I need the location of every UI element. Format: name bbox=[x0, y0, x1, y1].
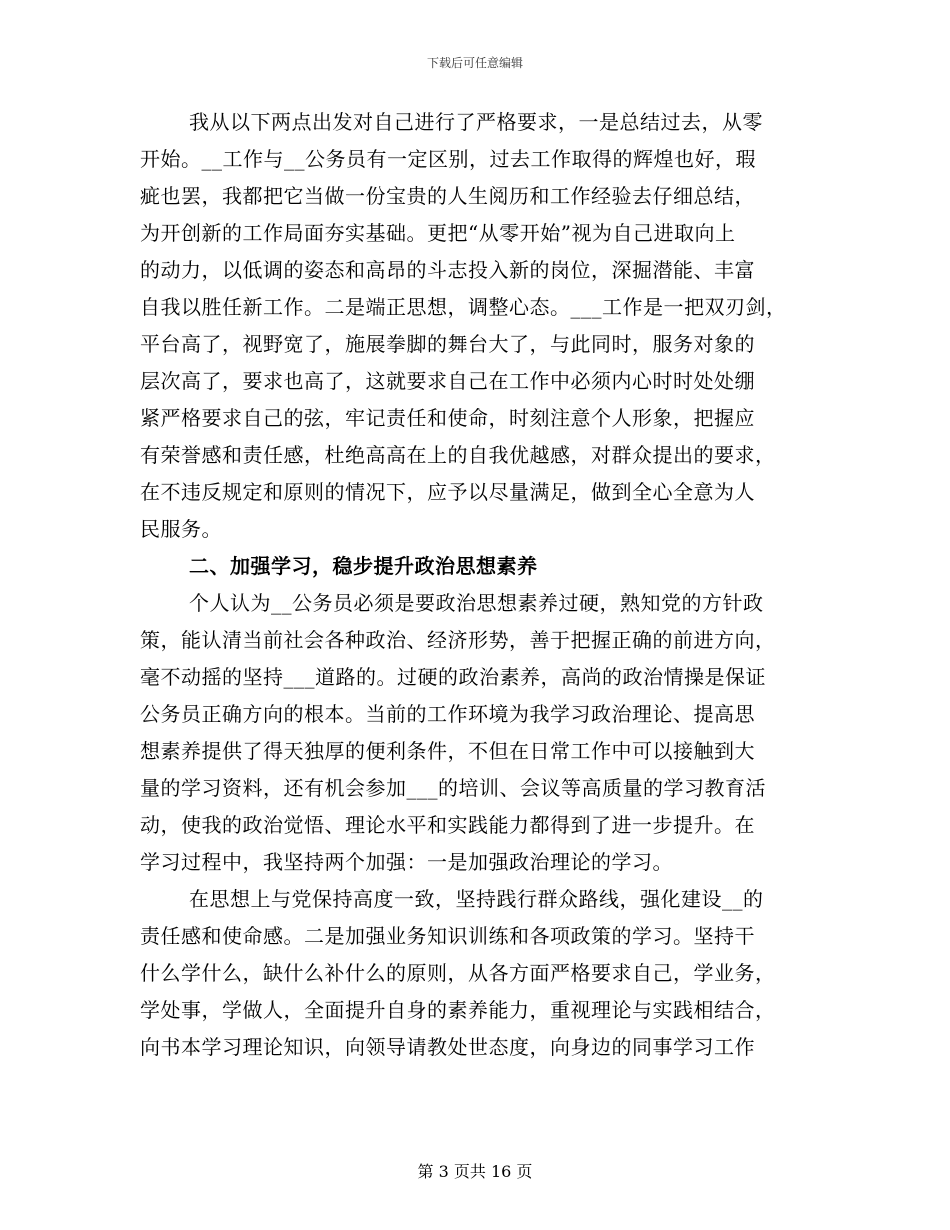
paragraph-line: 向书本学习理论知识，向领导请教处世态度，向身边的同事学习工作 bbox=[140, 1035, 755, 1059]
paragraph-line: 学习过程中，我坚持两个加强：一是加强政治理论的学习。 bbox=[140, 850, 673, 874]
paragraph-line: 动，使我的政治觉悟、理论水平和实践能力都得到了进一步提升。在 bbox=[140, 813, 755, 837]
paragraph-line: 个人认为__公务员必须是要政治思想素养过硬，熟知党的方针政 bbox=[189, 591, 764, 615]
paragraph-line: 有荣誉感和责任感，杜绝高高在上的自我优越感，对群众提出的要求， bbox=[140, 443, 776, 467]
paragraph-line: 民服务。 bbox=[140, 517, 222, 541]
paragraph-line: 开始。__工作与__公务员有一定区别，过去工作取得的辉煌也好，瑕 bbox=[140, 147, 756, 171]
paragraph-line: 公务员正确方向的根本。当前的工作环境为我学习政治理论、提高思 bbox=[140, 702, 755, 726]
paragraph-line: 量的学习资料，还有机会参加___的培训、会议等高质量的学习教育活 bbox=[140, 776, 766, 800]
paragraph-line: 在思想上与党保持高度一致，坚持践行群众路线，强化建设__的 bbox=[189, 887, 764, 911]
paragraph-line: 自我以胜任新工作。二是端正思想，调整心态。___工作是一把双刃剑， bbox=[140, 295, 787, 319]
paragraph-line: 责任感和使命感。二是加强业务知识训练和各项政策的学习。坚持干 bbox=[140, 924, 755, 948]
paragraph-line: 毫不动摇的坚持___道路的。过硬的政治素养，高尚的政治情操是保证 bbox=[140, 665, 766, 689]
paragraph-line: 紧严格要求自己的弦，牢记责任和使命，时刻注意个人形象，把握应 bbox=[140, 406, 755, 430]
paragraph-line: 什么学什么，缺什么补什么的原则，从各方面严格要求自己，学业务， bbox=[140, 961, 776, 985]
page-header: 下载后可任意编辑 bbox=[426, 56, 523, 70]
paragraph-line: 学处事，学做人，全面提升自身的素养能力，重视理论与实践相结合， bbox=[140, 998, 776, 1022]
paragraph-line: 策，能认清当前社会各种政治、经济形势，善于把握正确的前进方向， bbox=[140, 628, 776, 652]
paragraph-line: 为开创新的工作局面夯实基础。更把“从零开始”视为自己进取向上 bbox=[140, 221, 736, 245]
paragraph-line: 想素养提供了得天独厚的便利条件，不但在日常工作中可以接触到大 bbox=[140, 739, 755, 763]
paragraph-line: 的动力，以低调的姿态和高昂的斗志投入新的岗位，深掘潜能、丰富 bbox=[140, 258, 755, 282]
paragraph-line: 疵也罢，我都把它当做一份宝贵的人生阅历和工作经验去仔细总结， bbox=[140, 184, 755, 208]
paragraph-line: 平台高了，视野宽了，施展拳脚的舞台大了，与此同时，服务对象的 bbox=[140, 332, 755, 356]
paragraph-line: 在不违反规定和原则的情况下，应予以尽量满足，做到全心全意为人 bbox=[140, 480, 755, 504]
paragraph-line: 我从以下两点出发对自己进行了严格要求，一是总结过去，从零 bbox=[189, 110, 763, 134]
section-heading: 二、加强学习，稳步提升政治思想素养 bbox=[189, 554, 538, 578]
page-number: 第 3 页共 16 页 bbox=[417, 1162, 533, 1181]
paragraph-line: 层次高了，要求也高了，这就要求自己在工作中必须内心时时处处绷 bbox=[140, 369, 755, 393]
